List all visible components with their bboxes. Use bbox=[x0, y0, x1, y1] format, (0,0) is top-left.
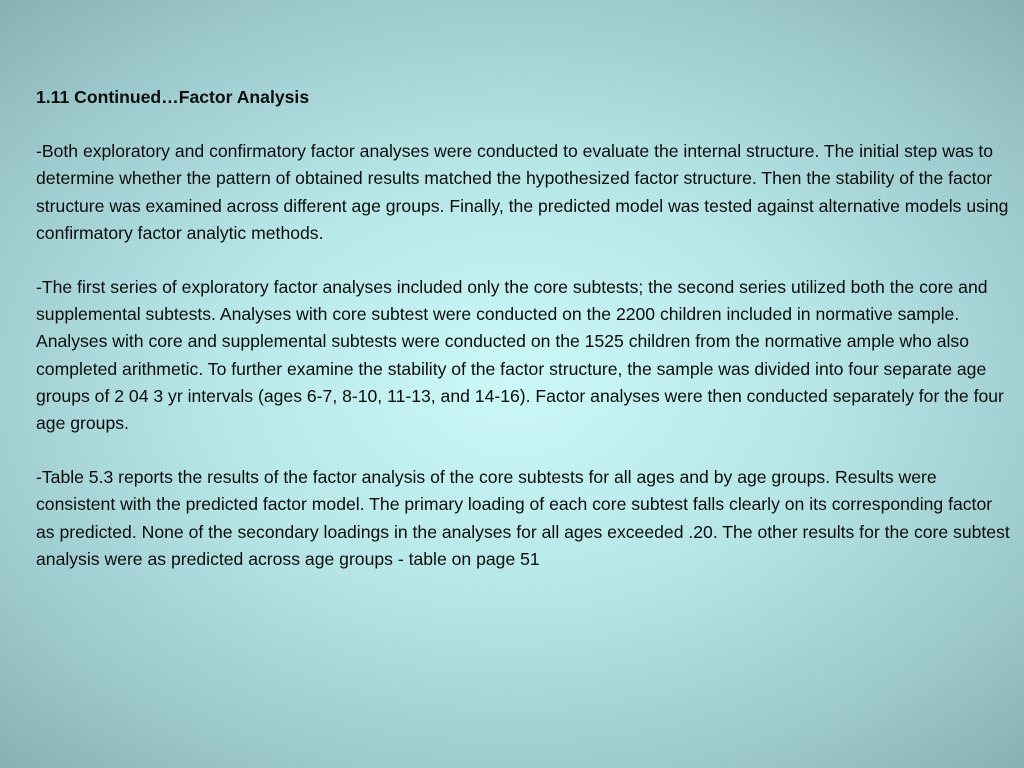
paragraph-internal-structure: -Both exploratory and confirmatory factor analyses were conducted to evaluate the internal structure. The initial step was to determine whether the pattern of obtained results matched the hypothesized factor structure. Then the stability of the factor structure was examined across different age groups. Finally, the predicted model was tested against alternative models using confirmatory factor analytic methods. bbox=[36, 141, 1009, 243]
paragraph-exploratory-analyses: -The first series of exploratory factor analyses included only the core subtests; the second series utilized both the core and supplemental subtests. Analyses with core subtest were conducted on the 2200 children included in normative sample. Analyses with core and supplemental subtests were conducted on the 1525 children from the normative ample who also completed arithmetic. To further examine the stability of the factor structure, the sample was divided into four separate age groups of 2 04 3 yr intervals (ages 6-7, 8-10, 11-13, and 14-16). Factor analyses were then conducted separately for the four age groups. bbox=[36, 277, 1004, 434]
slide-title: 1.11 Continued…Factor Analysis bbox=[36, 87, 310, 107]
paragraph-table-results: -Table 5.3 reports the results of the factor analysis of the core subtests for all ages and by age groups. Results were consistent with the predicted factor model. The primary loading of each core subtest falls clearly on its corresponding factor as predicted. None of the secondary loadings in the analyses for all ages exceeded .20. The other results for the core subtest analysis were as predicted across age groups - table on page 51 bbox=[36, 467, 1010, 569]
slide-content bbox=[36, 84, 1012, 600]
